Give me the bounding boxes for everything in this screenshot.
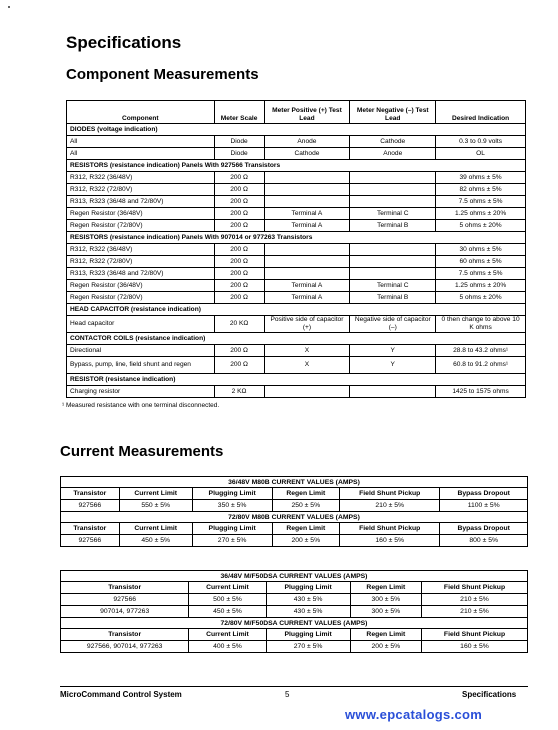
col-header-positive-lead: Meter Positive (+) Test Lead [264, 101, 350, 124]
table-cell: 300 ± 5% [350, 606, 421, 618]
table-cell: 200 Ω [214, 345, 264, 357]
table-cell: 430 ± 5% [266, 606, 350, 618]
table-cell: Regen Resistor (72/80V) [67, 220, 215, 232]
table-cell: R312, R322 (36/48V) [67, 172, 215, 184]
current-group-title-row [61, 512, 528, 523]
table-cell [264, 256, 350, 268]
watermark: www.epcatalogs.com [345, 707, 483, 722]
table-cell: R313, R323 (36/48 and 72/80V) [67, 196, 215, 208]
table-cell: Terminal A [264, 220, 350, 232]
table-cell [264, 184, 350, 196]
table-cell: 200 Ω [214, 184, 264, 196]
table-cell: Regen Resistor (72/80V) [67, 292, 215, 304]
table-cell: 250 ± 5% [272, 500, 340, 512]
current-col-header: Regen Limit [350, 582, 421, 594]
current-col-header: Bypass Dropout [440, 523, 528, 535]
table-row [67, 184, 526, 196]
table-row [61, 641, 528, 653]
table-cell: Regen Resistor (36/48V) [67, 280, 215, 292]
table-cell: 1.25 ohms ± 20% [436, 280, 526, 292]
current-group-title: 36/48V M80B CURRENT VALUES (AMPS) [61, 477, 528, 488]
footer-right: Specifications [462, 690, 517, 699]
table-cell: Cathode [264, 148, 350, 160]
table-row [67, 256, 526, 268]
section-row [67, 232, 526, 244]
current-col-header: Transistor [61, 582, 189, 594]
table-cell: 0 then change to above 10 K ohms [436, 316, 526, 333]
component-table-body [67, 124, 526, 398]
page-title: Specifications [66, 33, 182, 52]
table-cell: 200 Ω [214, 220, 264, 232]
current-group-title: 72/80V M80B CURRENT VALUES (AMPS) [61, 512, 528, 523]
table-cell: R313, R323 (36/48 and 72/80V) [67, 268, 215, 280]
table-cell: 7.5 ohms ± 5% [436, 196, 526, 208]
table-cell: Negative side of capacitor (–) [350, 316, 436, 333]
table-cell [350, 386, 436, 398]
section-label: HEAD CAPACITOR (resistance indication) [67, 304, 526, 316]
table-cell: Bypass, pump, line, field shunt and regen [67, 357, 215, 374]
table-cell: 400 ± 5% [189, 641, 266, 653]
table-cell [264, 268, 350, 280]
table-cell: 0.3 to 0.9 volts [436, 136, 526, 148]
component-table-header-row [67, 101, 526, 124]
table-cell: 270 ± 5% [192, 535, 272, 547]
table-cell: 927566 [61, 535, 120, 547]
table-cell: 550 ± 5% [119, 500, 192, 512]
table-cell: 200 Ω [214, 280, 264, 292]
table-cell: 200 Ω [214, 357, 264, 374]
table-row [67, 386, 526, 398]
current-col-header: Regen Limit [272, 523, 340, 535]
current-group-title-row [61, 571, 528, 582]
table-cell: Terminal A [264, 292, 350, 304]
table-row [67, 196, 526, 208]
current-col-header: Field Shunt Pickup [340, 488, 440, 500]
m80b-current-table [60, 476, 528, 547]
table-cell: All [67, 136, 215, 148]
table-cell: 28.8 to 43.2 ohms¹ [436, 345, 526, 357]
table-cell: All [67, 148, 215, 160]
table-row [67, 136, 526, 148]
component-measurements-heading: Component Measurements [66, 66, 259, 83]
table-cell: 1100 ± 5% [440, 500, 528, 512]
table-cell: 927566 [61, 594, 189, 606]
current-header-row [61, 523, 528, 535]
table-row [67, 316, 526, 333]
table-cell: Terminal B [350, 292, 436, 304]
table-cell: Diode [214, 136, 264, 148]
table-cell [350, 268, 436, 280]
table-cell: 82 ohms ± 5% [436, 184, 526, 196]
col-header-negative-lead: Meter Negative (–) Test Lead [350, 101, 436, 124]
section-row [67, 333, 526, 345]
table-cell: Terminal A [264, 280, 350, 292]
table-cell: 927566 [61, 500, 120, 512]
f50dsa-current-table [60, 570, 528, 653]
table-cell: OL [436, 148, 526, 160]
current-col-header: Plugging Limit [192, 488, 272, 500]
page-number: 5 [285, 690, 290, 699]
table-cell: 450 ± 5% [119, 535, 192, 547]
table-cell: X [264, 345, 350, 357]
table-cell: 300 ± 5% [350, 594, 421, 606]
current-col-header: Transistor [61, 629, 189, 641]
current-col-header: Regen Limit [272, 488, 340, 500]
current-col-header: Current Limit [119, 523, 192, 535]
table-cell: 200 Ω [214, 172, 264, 184]
table-cell: 1.25 ohms ± 20% [436, 208, 526, 220]
current-measurements-heading: Current Measurements [60, 443, 224, 460]
current-col-header: Field Shunt Pickup [340, 523, 440, 535]
table-cell: 1425 to 1575 ohms [436, 386, 526, 398]
table-cell: 350 ± 5% [192, 500, 272, 512]
table-cell [350, 256, 436, 268]
footnote: ¹ Measured resistance with one terminal disconnected. [62, 402, 220, 409]
table-row [61, 606, 528, 618]
table-cell: 60 ohms ± 5% [436, 256, 526, 268]
current-col-header: Regen Limit [350, 629, 421, 641]
current-col-header: Plugging Limit [192, 523, 272, 535]
table-cell: 200 Ω [214, 196, 264, 208]
current-group-title: 72/80V M/F50DSA CURRENT VALUES (AMPS) [61, 618, 528, 629]
table-cell: Y [350, 357, 436, 374]
table-row [67, 148, 526, 160]
table-cell: 30 ohms ± 5% [436, 244, 526, 256]
current-col-header: Current Limit [119, 488, 192, 500]
section-label: CONTACTOR COILS (resistance indication) [67, 333, 526, 345]
current-col-header: Transistor [61, 488, 120, 500]
table-cell: 927566, 907014, 977263 [61, 641, 189, 653]
col-header-meter-scale: Meter Scale [214, 101, 264, 124]
table-cell: 39 ohms ± 5% [436, 172, 526, 184]
section-label: RESISTORS (resistance indication) Panels With 927566 Transistors [67, 160, 526, 172]
col-header-desired-indication: Desired Indication [436, 101, 526, 124]
table-row [67, 172, 526, 184]
table-cell: 907014, 977263 [61, 606, 189, 618]
current-group-title: 36/48V M/F50DSA CURRENT VALUES (AMPS) [61, 571, 528, 582]
table-cell: Directional [67, 345, 215, 357]
table-row [67, 268, 526, 280]
table-cell: Positive side of capacitor (+) [264, 316, 350, 333]
table-row [61, 500, 528, 512]
current-group-title-row [61, 477, 528, 488]
table-cell [264, 172, 350, 184]
table-cell: 7.5 ohms ± 5% [436, 268, 526, 280]
table-cell: 200 ± 5% [350, 641, 421, 653]
section-row [67, 160, 526, 172]
table-cell: R312, R322 (72/80V) [67, 256, 215, 268]
table-cell: 800 ± 5% [440, 535, 528, 547]
current-col-header: Field Shunt Pickup [422, 629, 528, 641]
table-cell: 200 Ω [214, 244, 264, 256]
table-row [67, 345, 526, 357]
current-group-title-row [61, 618, 528, 629]
table-cell: 5 ohms ± 20% [436, 220, 526, 232]
table-cell: Regen Resistor (36/48V) [67, 208, 215, 220]
table-cell: Charging resistor [67, 386, 215, 398]
table-cell: Terminal A [264, 208, 350, 220]
table-cell: 200 Ω [214, 208, 264, 220]
table-cell: Y [350, 345, 436, 357]
table-cell: 200 Ω [214, 256, 264, 268]
table-cell [264, 244, 350, 256]
table-row [61, 535, 528, 547]
table-cell: Terminal C [350, 280, 436, 292]
table-cell: Terminal C [350, 208, 436, 220]
current-header-row [61, 582, 528, 594]
table-cell: R312, R322 (72/80V) [67, 184, 215, 196]
table-cell: 210 ± 5% [422, 594, 528, 606]
table-row [67, 357, 526, 374]
table-cell: 270 ± 5% [266, 641, 350, 653]
current-col-header: Bypass Dropout [440, 488, 528, 500]
table-cell: Cathode [350, 136, 436, 148]
col-header-component: Component [67, 101, 215, 124]
current-header-row [61, 488, 528, 500]
current-col-header: Current Limit [189, 629, 266, 641]
scan-dot [8, 6, 10, 8]
section-row [67, 374, 526, 386]
footer-rule [60, 686, 528, 687]
table-cell: 5 ohms ± 20% [436, 292, 526, 304]
table-cell [350, 172, 436, 184]
table-row [61, 594, 528, 606]
table-cell: 160 ± 5% [340, 535, 440, 547]
section-row [67, 124, 526, 136]
table-cell: 200 ± 5% [272, 535, 340, 547]
table-cell: Anode [350, 148, 436, 160]
table-row [67, 280, 526, 292]
table-cell: 200 Ω [214, 292, 264, 304]
current-col-header: Current Limit [189, 582, 266, 594]
table-cell: 2 KΩ [214, 386, 264, 398]
table-cell: Terminal B [350, 220, 436, 232]
current-col-header: Plugging Limit [266, 629, 350, 641]
table-cell: 200 Ω [214, 268, 264, 280]
table-cell: X [264, 357, 350, 374]
section-label: DIODES (voltage indication) [67, 124, 526, 136]
table-cell: Head capacitor [67, 316, 215, 333]
table-cell [264, 196, 350, 208]
current-col-header: Plugging Limit [266, 582, 350, 594]
table-cell: Anode [264, 136, 350, 148]
table-cell: 20 KΩ [214, 316, 264, 333]
table-cell: 500 ± 5% [189, 594, 266, 606]
table-cell [350, 196, 436, 208]
table-cell [264, 386, 350, 398]
table-row [67, 292, 526, 304]
table-cell: 210 ± 5% [340, 500, 440, 512]
component-measurements-table [66, 100, 526, 398]
table-cell [350, 184, 436, 196]
table-cell: 430 ± 5% [266, 594, 350, 606]
table-row [67, 208, 526, 220]
table-cell: 160 ± 5% [422, 641, 528, 653]
current-col-header: Field Shunt Pickup [422, 582, 528, 594]
current-header-row [61, 629, 528, 641]
section-row [67, 304, 526, 316]
table-cell: Diode [214, 148, 264, 160]
table-row [67, 244, 526, 256]
section-label: RESISTORS (resistance indication) Panels With 907014 or 977263 Transistors [67, 232, 526, 244]
table-cell [350, 244, 436, 256]
table-cell: 210 ± 5% [422, 606, 528, 618]
footer-left: MicroCommand Control System [60, 690, 182, 699]
table-cell: R312, R322 (36/48V) [67, 244, 215, 256]
section-label: RESISTOR (resistance indication) [67, 374, 526, 386]
table-cell: 60.8 to 91.2 ohms¹ [436, 357, 526, 374]
current-col-header: Transistor [61, 523, 120, 535]
table-cell: 450 ± 5% [189, 606, 266, 618]
table-row [67, 220, 526, 232]
